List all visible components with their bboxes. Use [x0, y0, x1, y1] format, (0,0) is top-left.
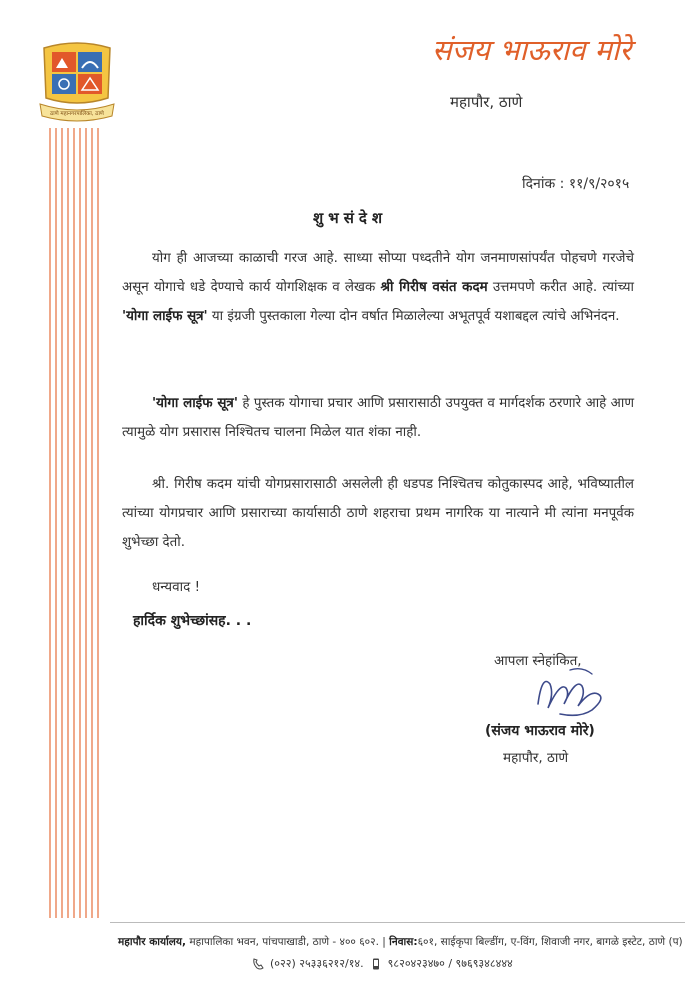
- footer-phone: (०२२) २५३३६२१२/१४.: [270, 957, 364, 970]
- footer-mobile: ९८२०४२३४७० / ९७६९३४८४४४: [387, 957, 513, 970]
- body-paragraph-2: 'योगा लाईफ सूत्र' हे पुस्तक योगाचा प्रचार आणि प्रसारासाठी उपयुक्त व मार्गदर्शक ठरणारे आहे आण त्यामुळे योग प्रसारास निश्चितच चालना मिळेल यात शंका नाही.: [122, 396, 634, 440]
- letter-date: दिनांक : ११/९/२०१५: [522, 176, 630, 192]
- handwritten-signature: [520, 664, 620, 720]
- corporation-emblem: [36, 40, 118, 124]
- footer-divider: [110, 922, 685, 923]
- letter-heading: शुभसंदेश: [312, 209, 388, 227]
- phone-icon: [252, 958, 264, 970]
- emblem-ribbon-text: ठाणे महानगरपालिका, ठाणे: [50, 111, 104, 117]
- mobile-icon: [370, 958, 382, 970]
- letterhead-name: संजय भाऊराव मोरे: [432, 33, 632, 67]
- decorative-stripes: [40, 128, 110, 918]
- letterhead-title: महापौर, ठाणे: [450, 93, 523, 111]
- body-paragraph-1: योग ही आजच्या काळाची गरज आहे. साध्या सोप्या पध्दतीने योग जनमाणसांपर्यंत पोहचणे गरजेचे असून योगाचे धडे देण्याचे कार्य योगशिक्षक व लेखक श्री गिरीष वसंत कदम उत्तमपणे करीत आहे. त्यांच्या 'योगा लाईफ सूत्र' या इंग्रजी पुस्तकाला गेल्या दोन वर्षात मिळालेल्या अभूतपूर्व यशाबद्दल त्यांचे अभिनंदन.: [122, 251, 634, 324]
- footer-address: महापौर कार्यालय, महापालिका भवन, पांचपाखाडी, ठाणे - ४०० ६०२. | निवास:६०१, साईकृपा बिल्डींग, ए-विंग, शिवाजी नगर, बागळे इस्टेट, ठाणे (प): [118, 936, 683, 948]
- footer-contacts: [252, 956, 513, 971]
- signature-name: (संजय भाऊराव मोरे): [485, 723, 595, 739]
- regards-line: हार्दिक शुभेच्छांसह. . .: [133, 613, 252, 629]
- signature-title: महापौर, ठाणे: [503, 750, 569, 766]
- signature-closing: आपला स्नेहांकित,: [494, 653, 582, 669]
- body-paragraph-3: श्री. गिरीष कदम यांची योगप्रसारासाठी असलेली ही धडपड निश्चितच कोतुकास्पद आहे, भविष्यातील त्यांच्या योगप्रचार आणि प्रसाराच्या कार्यासाठी ठाणे शहराचा प्रथम नागरिक या नात्याने मी त्यांना मनपूर्वक शुभेच्छा देतो.: [122, 477, 634, 550]
- thanks-line: धन्यवाद !: [152, 579, 200, 595]
